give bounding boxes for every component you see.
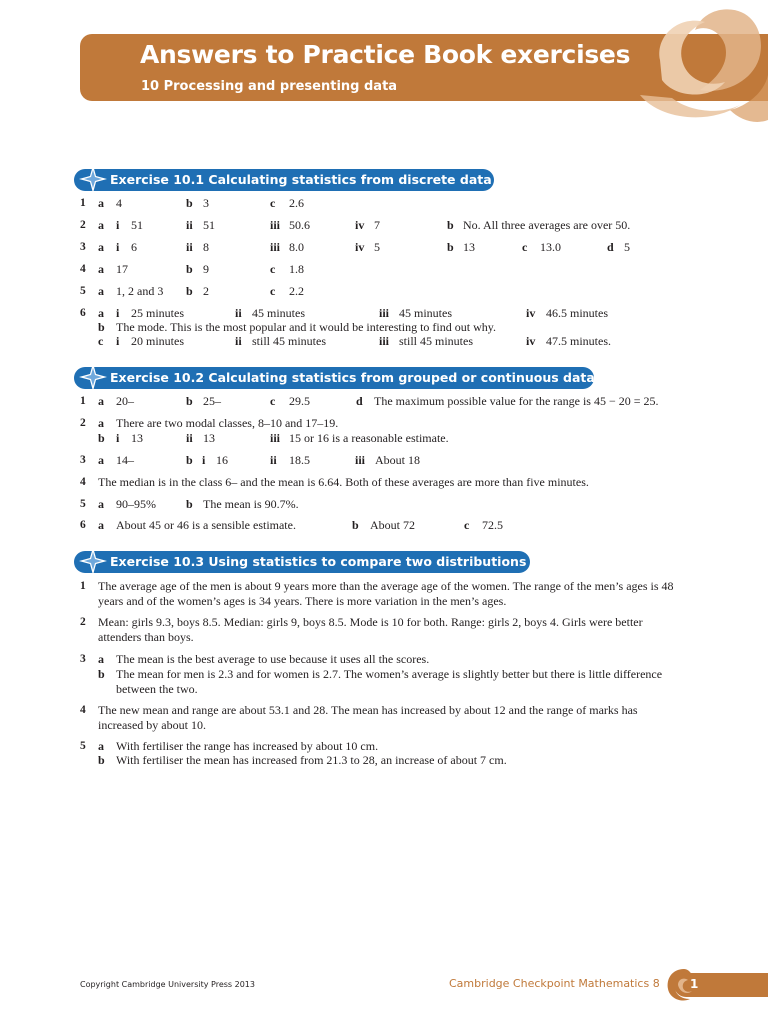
exercise-10-2-heading: [74, 367, 594, 389]
star-icon: [79, 165, 107, 193]
copyright-text: Copyright Cambridge University Press 2013: [80, 980, 255, 989]
page-number: 1: [690, 977, 699, 991]
exercise-label: Exercise 10.1 Calculating statistics from discrete data: [110, 172, 492, 187]
star-icon: [79, 363, 107, 391]
page-title: Answers to Practice Book exercises: [140, 40, 631, 69]
exercise-label: Exercise 10.3 Using statistics to compare two distributions: [110, 554, 527, 569]
exercise-10-3-heading: [74, 551, 530, 573]
exercise-label: Exercise 10.2 Calculating statistics from grouped or continuous data: [110, 370, 595, 385]
book-title: Cambridge Checkpoint Mathematics 8: [449, 977, 660, 990]
page-subtitle: 10 Processing and presenting data: [141, 79, 398, 94]
exercise-10-1-heading: [74, 169, 494, 191]
star-icon: [79, 547, 107, 575]
